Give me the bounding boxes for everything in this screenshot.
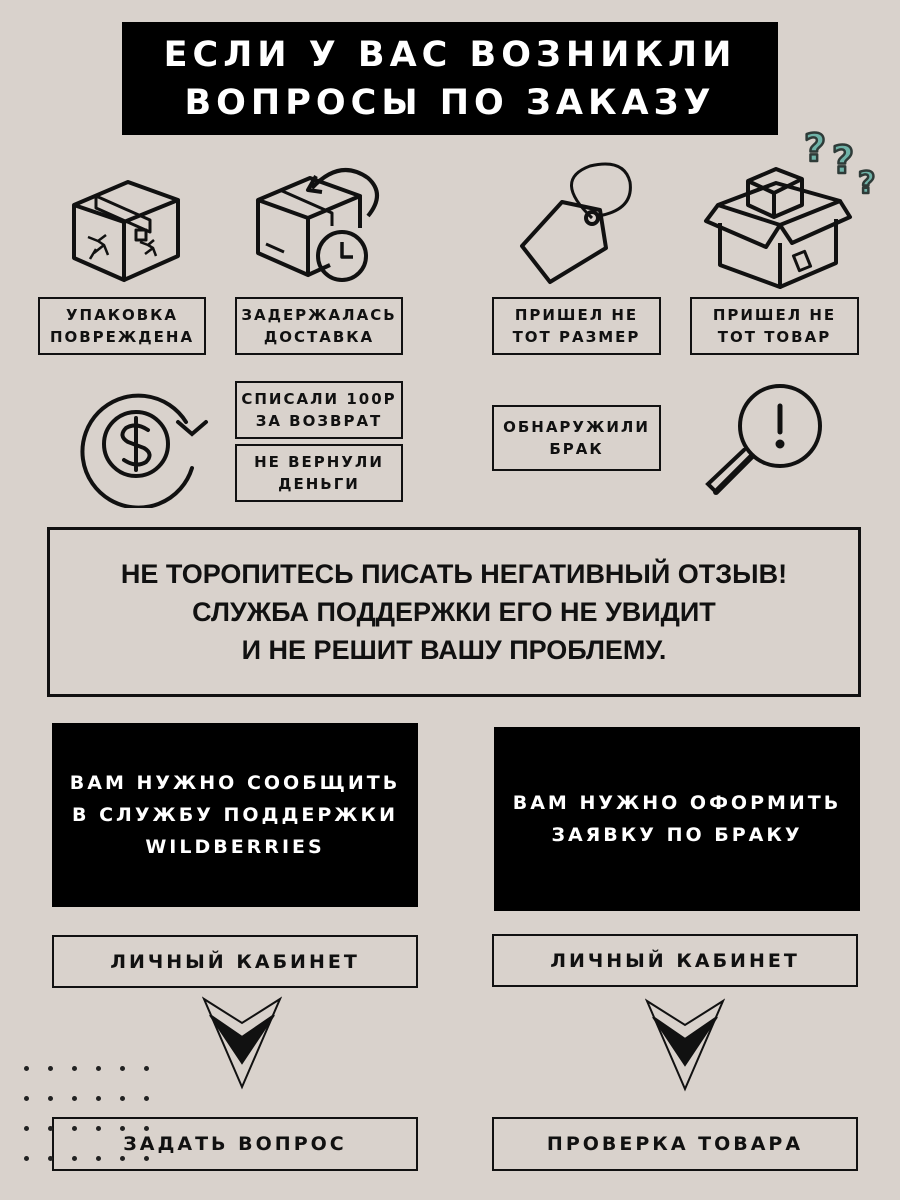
size-tag-icon <box>512 160 640 285</box>
svg-text:?: ? <box>804 126 827 170</box>
decorative-dot <box>48 1126 53 1131</box>
issue-line: ПРИШЕЛ НЕ <box>712 306 837 324</box>
decorative-dot-grid <box>20 1062 180 1172</box>
defect-line-2: ЗАЯВКУ ПО БРАКУ <box>551 824 803 846</box>
decorative-dot <box>96 1156 101 1161</box>
open-box-question-icon <box>700 125 890 290</box>
title-line-2: ВОПРОСЫ ПО ЗАКАЗУ <box>184 83 716 123</box>
issue-wrong-item <box>690 297 859 355</box>
defect-line-1: ВАМ НУЖНО ОФОРМИТЬ <box>512 792 842 814</box>
damaged-box-icon <box>66 160 186 285</box>
decorative-dot <box>120 1156 125 1161</box>
warning-line-3: И НЕ РЕШИТ ВАШУ ПРОБЛЕМУ. <box>241 635 667 665</box>
issue-money-not-returned <box>235 444 403 502</box>
decorative-dot <box>96 1066 101 1071</box>
warning-line-1: НЕ ТОРОПИТЕСЬ ПИСАТЬ НЕГАТИВНЫЙ ОТЗЫВ! <box>120 559 788 589</box>
issue-damaged-packaging <box>38 297 206 355</box>
svg-text:?: ? <box>832 138 855 182</box>
decorative-dot <box>48 1096 53 1101</box>
button-label: ЛИЧНЫЙ КАБИНЕТ <box>110 950 360 973</box>
decorative-dot <box>72 1096 77 1101</box>
decorative-dot <box>72 1126 77 1131</box>
issue-delayed-delivery <box>235 297 403 355</box>
decorative-dot <box>96 1096 101 1101</box>
decorative-dot <box>24 1066 29 1071</box>
personal-account-button-left[interactable] <box>52 935 418 988</box>
issue-charged-return-fee <box>235 381 403 439</box>
decorative-dot <box>120 1066 125 1071</box>
personal-account-button-right[interactable] <box>492 934 858 987</box>
decorative-dot <box>48 1066 53 1071</box>
issue-line: ДОСТАВКА <box>263 328 375 346</box>
decorative-dot <box>144 1096 149 1101</box>
decorative-dot <box>144 1156 149 1161</box>
decorative-dot <box>24 1156 29 1161</box>
warning-line-2: СЛУЖБА ПОДДЕРЖКИ ЕГО НЕ УВИДИТ <box>192 597 716 627</box>
issue-defect-found <box>492 405 661 471</box>
issue-line: ТОТ ТОВАР <box>717 328 832 346</box>
issue-line: ЗА ВОЗВРАТ <box>255 412 383 430</box>
decorative-dot <box>48 1156 53 1161</box>
decorative-dot <box>120 1126 125 1131</box>
decorative-dot <box>96 1126 101 1131</box>
decorative-dot <box>72 1066 77 1071</box>
support-line-3: WILDBERRIES <box>145 836 325 858</box>
warning-notice <box>47 527 861 697</box>
button-label: ЛИЧНЫЙ КАБИНЕТ <box>550 949 800 972</box>
issue-line: ДЕНЬГИ <box>278 475 360 493</box>
page-title <box>122 22 778 135</box>
issue-line: ПРИШЕЛ НЕ <box>514 306 639 324</box>
issue-line: НЕ ВЕРНУЛИ <box>254 453 384 471</box>
issue-line: УПАКОВКА <box>65 306 179 324</box>
defect-claim-instruction-box <box>494 727 860 911</box>
button-label: ПРОВЕРКА ТОВАРА <box>546 1133 804 1155</box>
decorative-dot <box>24 1096 29 1101</box>
decorative-dot <box>24 1126 29 1131</box>
support-line-2: В СЛУЖБУ ПОДДЕРЖКИ <box>72 804 398 826</box>
issue-wrong-size <box>492 297 661 355</box>
magnifier-alert-icon <box>700 380 840 500</box>
decorative-dot <box>144 1066 149 1071</box>
issue-line: ОБНАРУЖИЛИ <box>503 418 650 436</box>
svg-text:?: ? <box>858 166 876 201</box>
product-check-button[interactable] <box>492 1117 858 1171</box>
decorative-dot <box>144 1126 149 1131</box>
refund-dollar-icon <box>74 378 224 508</box>
title-line-1: ЕСЛИ У ВАС ВОЗНИКЛИ <box>163 35 737 75</box>
support-line-1: ВАМ НУЖНО СООБЩИТЬ <box>69 772 401 794</box>
delayed-box-clock-icon <box>250 158 390 288</box>
arrow-down-icon <box>645 997 725 1097</box>
button-label: ЗАДАТЬ ВОПРОС <box>123 1133 347 1155</box>
issue-line: ЗАДЕРЖАЛАСЬ <box>241 306 397 324</box>
decorative-dot <box>72 1156 77 1161</box>
issue-line: СПИСАЛИ 100Р <box>241 390 397 408</box>
issue-line: ПОВРЕЖДЕНА <box>49 328 195 346</box>
decorative-dot <box>120 1096 125 1101</box>
issue-line: БРАК <box>549 440 604 458</box>
support-instruction-box <box>52 723 418 907</box>
issue-line: ТОТ РАЗМЕР <box>512 328 641 346</box>
arrow-down-icon <box>202 995 282 1095</box>
